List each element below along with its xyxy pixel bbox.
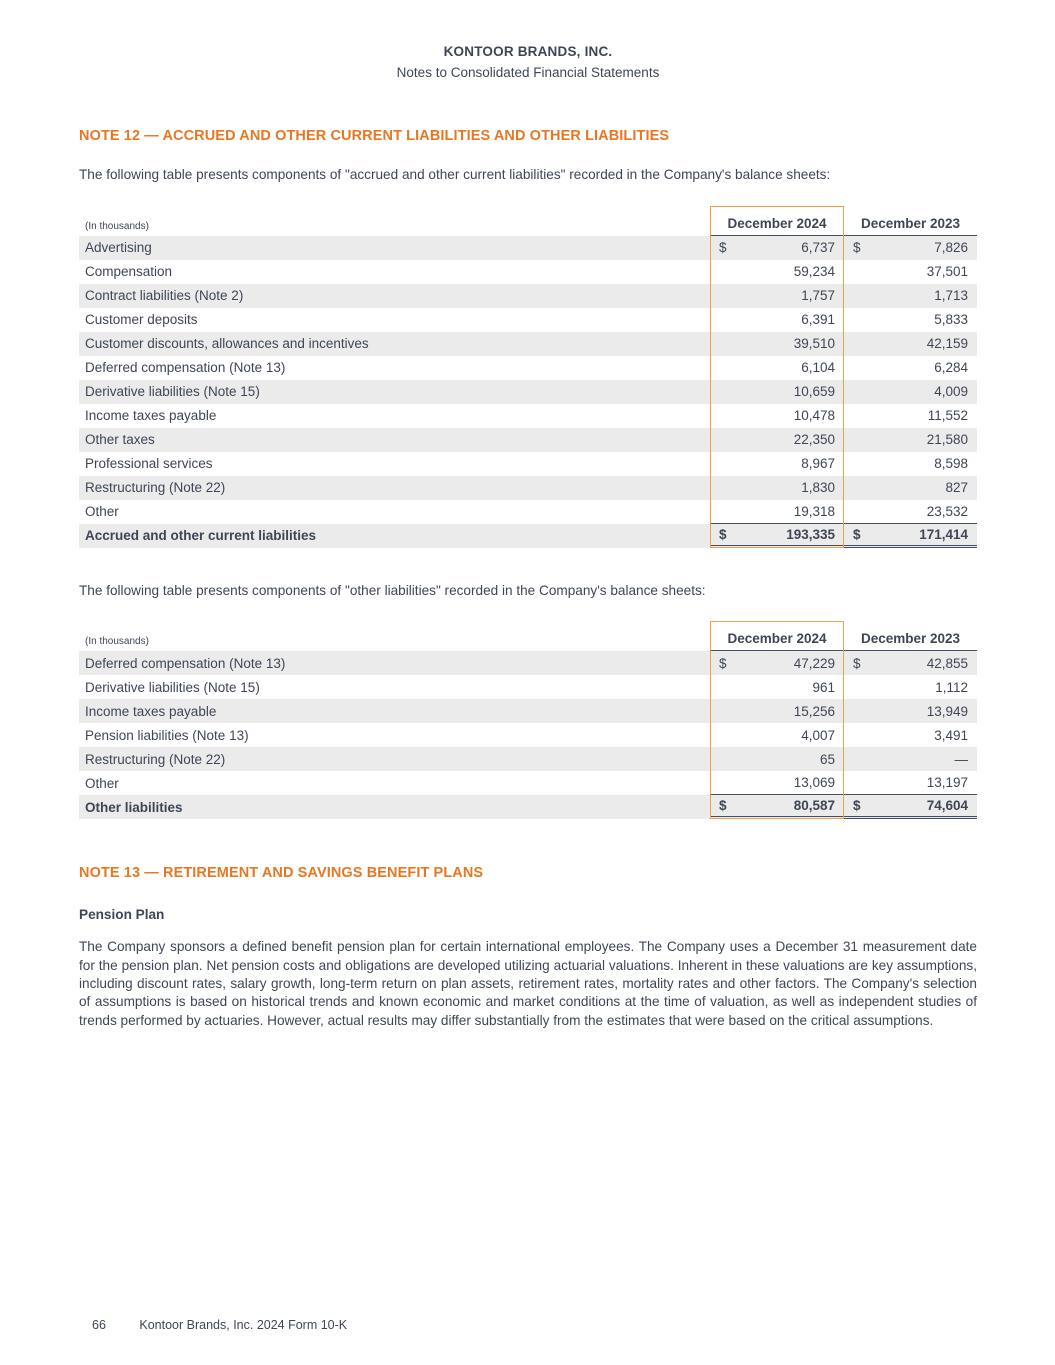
value: 6,284 <box>934 360 968 376</box>
value-cell <box>710 476 844 500</box>
table-body <box>79 651 977 819</box>
table-total-row <box>79 795 977 819</box>
table-row <box>79 428 977 452</box>
value-cell <box>710 795 844 819</box>
page-number: 66 <box>92 1318 106 1332</box>
page-footer <box>92 1318 347 1332</box>
dollar-sign: $ <box>719 240 727 256</box>
value-cell <box>710 524 844 548</box>
table-header-row <box>79 206 977 236</box>
row-label: Income taxes payable <box>85 408 217 424</box>
value-cell <box>844 356 977 380</box>
value-cell <box>844 476 977 500</box>
table-header-row <box>79 621 977 651</box>
value: 6,391 <box>801 312 835 328</box>
dollar-sign: $ <box>719 798 727 814</box>
table2-intro: The following table presents components of "other liabilities" recorded in the Company's balance sheets: <box>79 582 706 598</box>
table-row <box>79 675 977 699</box>
row-label: Deferred compensation (Note 13) <box>85 360 286 376</box>
dollar-sign: $ <box>853 798 861 814</box>
note12-heading: NOTE 12 — ACCRUED AND OTHER CURRENT LIABILITIES AND OTHER LIABILITIES <box>79 128 670 144</box>
value: 42,855 <box>926 655 968 671</box>
document-header <box>79 44 977 80</box>
value: 13,949 <box>926 703 968 719</box>
value-cell <box>710 236 844 260</box>
value-cell <box>844 332 977 356</box>
table-row <box>79 771 977 795</box>
table-row <box>79 260 977 284</box>
value: 59,234 <box>793 264 835 280</box>
row-label: Customer deposits <box>85 312 198 328</box>
value-cell <box>710 699 844 723</box>
value-cell <box>710 428 844 452</box>
value: 13,069 <box>793 775 835 791</box>
value: 15,256 <box>793 703 835 719</box>
value-cell <box>844 723 977 747</box>
value: 193,335 <box>786 526 835 542</box>
value-cell <box>710 380 844 404</box>
table-row <box>79 404 977 428</box>
value: 13,197 <box>926 775 968 791</box>
table1-intro: The following table presents components of "accrued and other current liabilities" recorded in the Company's balance sheets: <box>79 167 831 182</box>
value: 23,532 <box>926 503 968 519</box>
table-row <box>79 651 977 675</box>
table-row <box>79 500 977 524</box>
value-cell <box>710 452 844 476</box>
value: 4,009 <box>934 384 968 400</box>
table-total-row <box>79 524 977 548</box>
row-label: Income taxes payable <box>85 703 217 719</box>
value: 1,830 <box>801 480 835 496</box>
row-label: Compensation <box>85 264 173 280</box>
value: 80,587 <box>793 798 835 814</box>
value: 42,159 <box>926 336 968 352</box>
row-label: Pension liabilities (Note 13) <box>85 727 249 743</box>
column-header-dec-2024: December 2024 <box>710 631 844 651</box>
value: 21,580 <box>926 432 968 448</box>
company-name: KONTOOR BRANDS, INC. <box>443 44 613 59</box>
value-cell <box>844 284 977 308</box>
row-label: Derivative liabilities (Note 15) <box>85 384 260 400</box>
dollar-sign: $ <box>719 526 727 542</box>
column-header-dec-2023: December 2023 <box>844 631 977 651</box>
value: 10,478 <box>793 408 835 424</box>
dollar-sign: $ <box>853 526 861 542</box>
document-subtitle: Notes to Consolidated Financial Statements <box>396 65 660 80</box>
row-label: Customer discounts, allowances and incentives <box>85 336 369 352</box>
value: 1,112 <box>935 679 968 695</box>
value: 6,104 <box>801 360 835 376</box>
row-label: Restructuring (Note 22) <box>85 480 226 496</box>
row-label: Deferred compensation (Note 13) <box>85 655 286 671</box>
value-cell <box>844 452 977 476</box>
table-row <box>79 476 977 500</box>
value: 74,604 <box>926 798 968 814</box>
table-row <box>79 723 977 747</box>
value: 6,737 <box>801 240 835 256</box>
pension-plan-paragraph: The Company sponsors a defined benefit pension plan for certain international employees. The Company uses a December 31 measurement date for the pension plan. Net pension costs and obligations are developed utilizing actuarial valuations. Inherent in these valuations are key assumptions, including discount rates, salary growth, long-term return on plan assets, retirement rates, mortality rates and other factors. The Company's selection of assumptions is based on historical trends and known economic and market conditions at the time of valuation, as well as independent studies of trends performed by actuaries. However, actual results may differ substantially from the estimates that were based on the critical assumptions. <box>79 939 977 1028</box>
dollar-sign: $ <box>719 655 727 671</box>
value: 961 <box>812 679 835 695</box>
value: 39,510 <box>793 336 835 352</box>
footer-text: Kontoor Brands, Inc. 2024 Form 10-K <box>139 1318 348 1332</box>
value-cell <box>710 675 844 699</box>
row-label: Advertising <box>85 240 152 256</box>
table-row <box>79 308 977 332</box>
value-cell <box>710 747 844 771</box>
pension-plan-subheading: Pension Plan <box>79 907 165 923</box>
row-label: Accrued and other current liabilities <box>85 528 317 544</box>
value: 7,826 <box>934 240 968 256</box>
row-label: Restructuring (Note 22) <box>85 751 226 767</box>
value-cell <box>710 500 844 524</box>
value-cell <box>710 356 844 380</box>
row-label: Professional services <box>85 456 213 472</box>
value: — <box>954 751 968 767</box>
table-row <box>79 236 977 260</box>
value: 171,414 <box>919 526 968 542</box>
row-label: Derivative liabilities (Note 15) <box>85 679 260 695</box>
value-cell <box>844 260 977 284</box>
table-row <box>79 356 977 380</box>
units-label: (In thousands) <box>85 636 149 648</box>
value-cell <box>844 308 977 332</box>
value-cell <box>710 651 844 675</box>
value: 22,350 <box>793 432 835 448</box>
table-row <box>79 332 977 356</box>
value-cell <box>844 675 977 699</box>
value-cell <box>844 524 977 548</box>
value-cell <box>710 308 844 332</box>
value-cell <box>844 795 977 819</box>
value-cell <box>844 380 977 404</box>
value: 37,501 <box>926 264 968 280</box>
value: 19,318 <box>793 503 835 519</box>
value: 827 <box>945 480 968 496</box>
value-cell <box>844 747 977 771</box>
dollar-sign: $ <box>853 240 861 256</box>
note13-heading: NOTE 13 — RETIREMENT AND SAVINGS BENEFIT PLANS <box>79 865 484 882</box>
value-cell <box>844 771 977 795</box>
value-cell <box>844 236 977 260</box>
value: 4,007 <box>801 727 835 743</box>
table-row <box>79 747 977 771</box>
value-cell <box>844 428 977 452</box>
value-cell <box>844 500 977 524</box>
units-label: (In thousands) <box>85 220 149 232</box>
value-cell <box>710 771 844 795</box>
value: 8,598 <box>934 456 968 472</box>
value: 11,552 <box>927 408 968 424</box>
table-row <box>79 452 977 476</box>
value: 3,491 <box>934 727 968 743</box>
value-cell <box>710 404 844 428</box>
value-cell <box>710 332 844 356</box>
row-label: Contract liabilities (Note 2) <box>85 288 244 304</box>
value-cell <box>710 723 844 747</box>
value: 8,967 <box>801 456 835 472</box>
value: 47,229 <box>793 655 835 671</box>
table-row <box>79 380 977 404</box>
column-header-dec-2023: December 2023 <box>844 216 977 236</box>
value-cell <box>844 699 977 723</box>
row-label: Other <box>85 504 119 520</box>
accrued-current-liabilities-table <box>79 206 977 548</box>
value: 10,659 <box>793 384 835 400</box>
dollar-sign: $ <box>853 655 861 671</box>
table-row <box>79 284 977 308</box>
value-cell <box>710 284 844 308</box>
row-label: Other taxes <box>85 432 155 448</box>
other-liabilities-table <box>79 621 977 819</box>
table-body <box>79 236 977 548</box>
value: 1,713 <box>934 288 968 304</box>
value: 1,757 <box>801 288 835 304</box>
value: 5,833 <box>934 312 968 328</box>
row-label: Other <box>85 775 119 791</box>
value: 65 <box>819 751 835 767</box>
table-row <box>79 699 977 723</box>
column-header-dec-2024: December 2024 <box>710 216 844 236</box>
value-cell <box>844 651 977 675</box>
value-cell <box>710 260 844 284</box>
row-label: Other liabilities <box>85 799 183 815</box>
value-cell <box>844 404 977 428</box>
